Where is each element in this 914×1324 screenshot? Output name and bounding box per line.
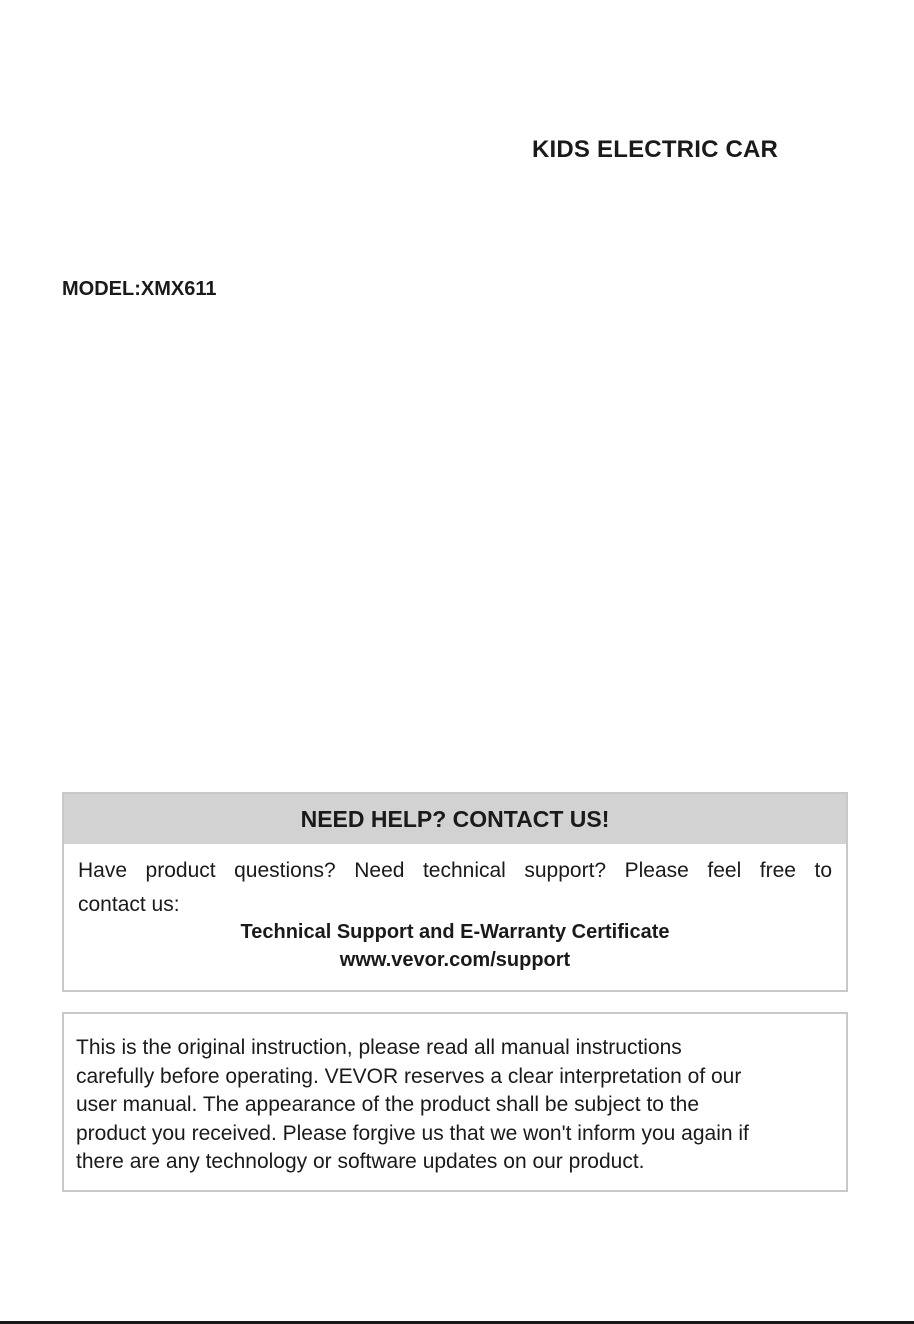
- notice-line-2: carefully before operating. VEVOR reserves a clear interpretation of our: [76, 1064, 742, 1088]
- document-title: KIDS ELECTRIC CAR: [532, 136, 779, 163]
- model-number: MODEL:XMX611: [62, 278, 217, 300]
- contact-help-line-2: contact us:: [78, 893, 180, 916]
- contact-help-header: NEED HELP? CONTACT US!: [64, 794, 846, 844]
- notice-line-3: user manual. The appearance of the product shall be subject to the: [76, 1093, 700, 1116]
- contact-help-box: [62, 792, 848, 992]
- contact-help-line-1: Have product questions? Need technical support? Please feel free to: [78, 859, 832, 882]
- notice-line-4: product you received. Please forgive us that we won't inform you again if: [76, 1121, 749, 1145]
- notice-line-1: This is the original instruction, please read all manual instructions: [76, 1036, 682, 1059]
- notice-line-5: there are any technology or software updates on our product.: [76, 1150, 645, 1173]
- original-instruction-notice: [62, 1012, 848, 1192]
- support-title: Technical Support and E-Warranty Certificate: [240, 921, 670, 943]
- support-url-link[interactable]: www.vevor.com/support: [339, 949, 571, 971]
- contact-help-text: [78, 854, 832, 922]
- contact-help-body: [64, 844, 846, 974]
